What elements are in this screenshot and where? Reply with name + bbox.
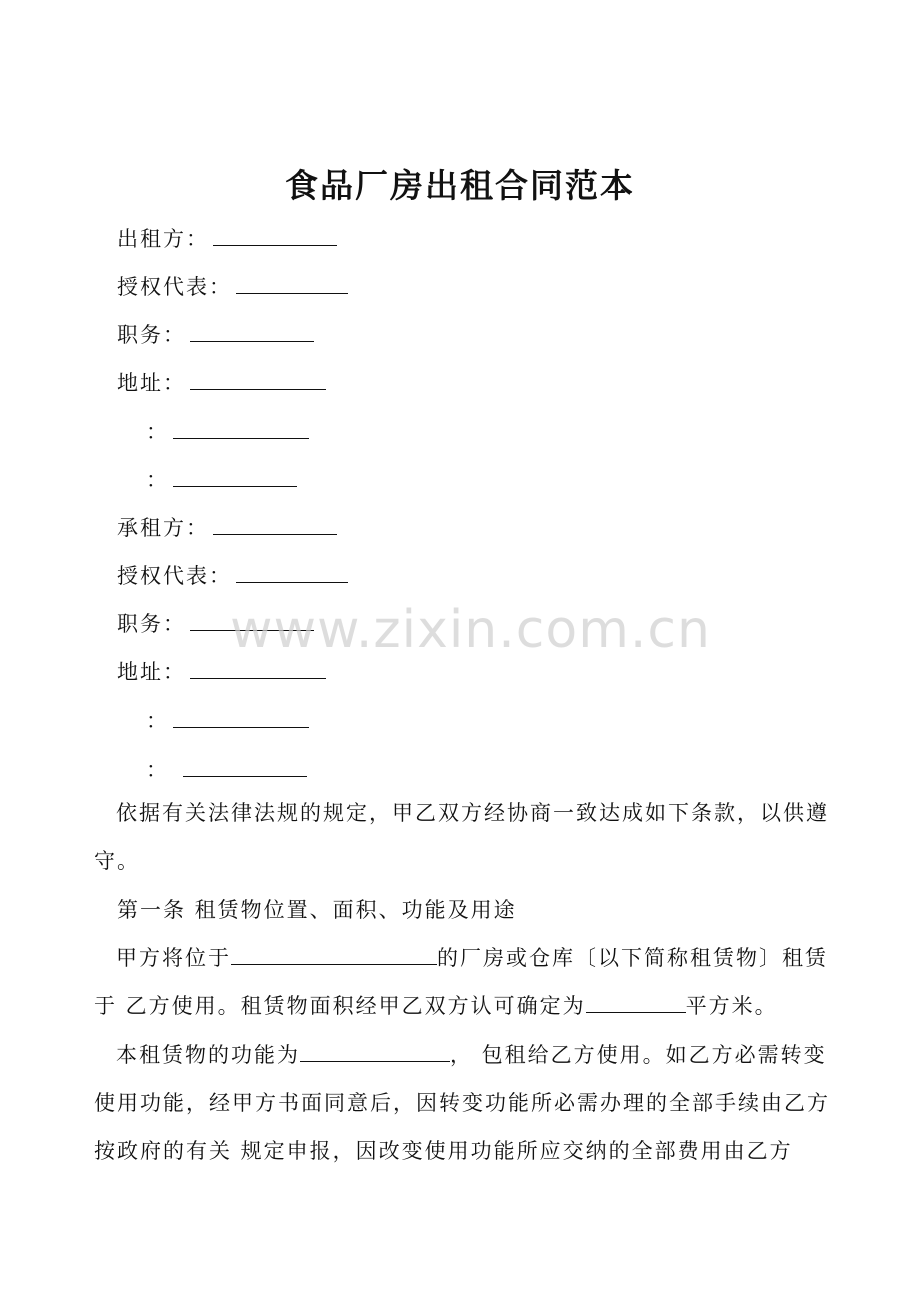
lessee-party-line xyxy=(117,512,337,543)
article1-p2-text-a: 本租赁物的功能为 xyxy=(116,1043,300,1067)
lessor-position-label: 职务： xyxy=(117,323,186,347)
function-blank xyxy=(300,1039,450,1062)
area-blank xyxy=(586,990,686,1013)
lessor-extra2-blank xyxy=(173,464,297,487)
document-title: 食品厂房出租合同范本 xyxy=(285,166,635,205)
intro-text: 依据有关法律法规的规定，甲乙双方经协商一致达成如下条款，以供遵守。 xyxy=(94,801,829,873)
lessor-party-label: 出租方： xyxy=(117,227,209,251)
lessee-extra1-blank xyxy=(173,705,309,728)
article1-p2-text-b: ， 包租给乙方使用。如乙方必需转变使用功能，经甲方书面同意后，因转变功能所必需办理的全部手续由乙方按政府的有关 规定申报，因改变使用功能所应交纳的全部费用由乙方 xyxy=(94,1043,830,1163)
lessor-rep-line xyxy=(117,271,348,302)
lessor-extra1-blank xyxy=(173,416,309,439)
lessor-extra2-label: ： xyxy=(146,468,169,492)
article1-p1-text-c: 平方米。 xyxy=(685,994,778,1018)
location-blank xyxy=(231,942,437,965)
lessor-address-line xyxy=(117,367,326,398)
article1-p1-text-a: 甲方将位于 xyxy=(116,946,231,970)
lessor-position-blank xyxy=(190,319,314,342)
lessee-extra2-line xyxy=(146,754,307,785)
lessor-rep-blank xyxy=(236,271,348,294)
lessee-rep-line xyxy=(117,560,348,591)
lessor-address-label: 地址： xyxy=(117,371,186,395)
article1-p1-text-b: 的厂房或仓库〔以下简称租赁物〕租赁于 乙方使用。租赁物面积经甲乙双方认可确定为 xyxy=(94,946,828,1018)
lessor-rep-label: 授权代表： xyxy=(117,275,232,299)
lessor-extra1-line xyxy=(146,416,309,447)
watermark: www.zixin.com.cn xyxy=(230,600,711,660)
lessor-party-blank xyxy=(213,223,337,246)
lessor-extra1-label: ： xyxy=(146,420,169,444)
article1-paragraph-2 xyxy=(94,1031,834,1175)
lessee-party-label: 承租方： xyxy=(117,516,209,540)
lessee-rep-label: 授权代表： xyxy=(117,564,232,588)
lessee-extra1-label: ： xyxy=(146,709,169,733)
lessee-address-label: 地址： xyxy=(117,660,186,684)
lessee-party-blank xyxy=(213,512,337,535)
lessor-position-line xyxy=(117,319,314,350)
lessor-address-blank xyxy=(190,367,326,390)
lessor-extra2-line xyxy=(146,464,297,495)
lessee-address-line xyxy=(117,656,326,687)
lessee-extra1-line xyxy=(146,705,309,736)
lessee-extra2-label: ： xyxy=(146,758,169,782)
lessor-party-line xyxy=(117,223,337,254)
article1-heading: 第一条 租赁物位置、面积、功能及用途 xyxy=(117,898,517,922)
intro-paragraph xyxy=(94,789,834,885)
lessee-position-label: 职务： xyxy=(117,612,186,636)
lessee-rep-blank xyxy=(236,560,348,583)
lessee-extra2-blank xyxy=(183,754,307,777)
article1-paragraph-1 xyxy=(94,934,834,1030)
